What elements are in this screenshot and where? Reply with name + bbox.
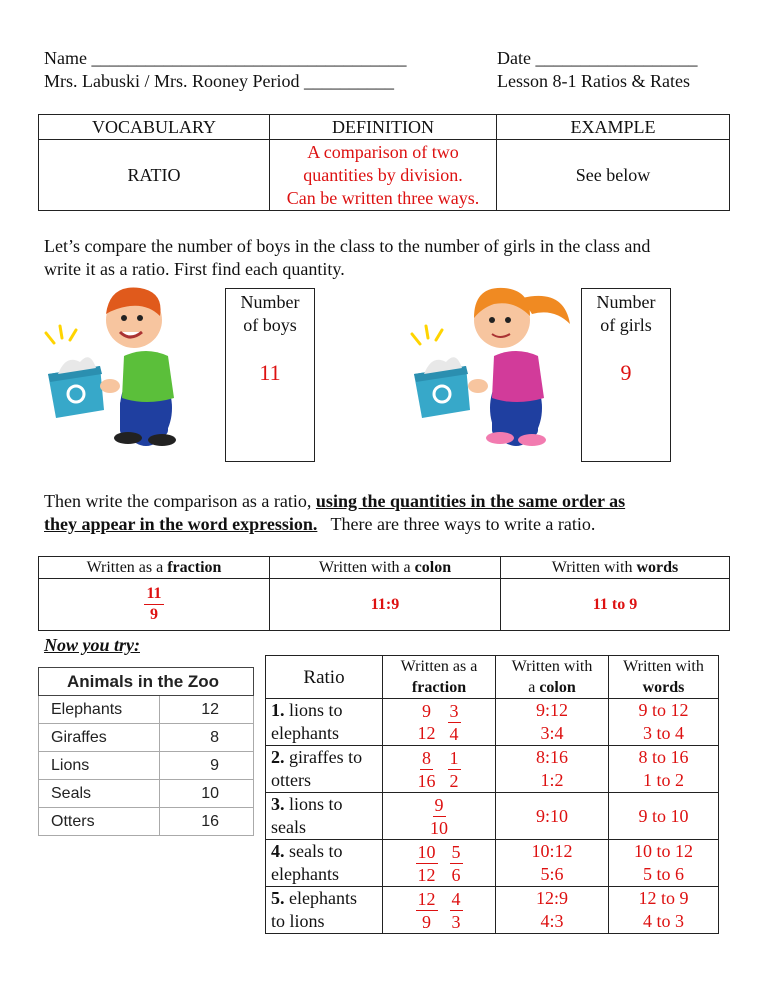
example-header: EXAMPLE	[497, 115, 730, 140]
boys-label: of boys	[243, 315, 297, 335]
denominator: 10	[430, 817, 448, 838]
colon-answer	[496, 887, 609, 934]
numerator: 1	[449, 747, 459, 768]
question-number: 1.	[271, 700, 285, 720]
fraction-header	[39, 557, 270, 579]
header-text: Written with	[551, 558, 637, 576]
words-value: 4 to 3	[642, 911, 684, 931]
fraction-header	[383, 656, 496, 699]
boys-count: 11	[259, 360, 281, 385]
numerator: 8	[422, 747, 431, 768]
fraction-simplified	[450, 841, 463, 886]
fraction-answer	[383, 840, 496, 887]
words-answer: 9 to 10	[609, 793, 719, 840]
definition-line: quantities by division.	[303, 164, 463, 185]
numerator: 11	[144, 584, 163, 605]
colon-answer	[496, 746, 609, 793]
denominator: 9	[150, 606, 158, 623]
boys-count-box	[225, 288, 315, 462]
fraction	[416, 841, 438, 886]
animal-name: Otters	[39, 808, 160, 836]
definition-line: A comparison of two	[307, 141, 459, 162]
animal-count: 12	[160, 696, 254, 724]
denominator: 6	[451, 864, 461, 885]
vocabulary-table	[38, 114, 730, 211]
question-text: lions to	[284, 794, 343, 814]
words-example: 11 to 9	[501, 579, 730, 631]
words-value: 9 to 12	[638, 700, 689, 720]
colon-header	[270, 557, 501, 579]
animal-count: 8	[160, 724, 254, 752]
girls-label: Number	[596, 292, 656, 312]
numerator: 4	[451, 888, 461, 909]
colon-value: 3:4	[540, 723, 564, 743]
denominator: 4	[449, 723, 459, 744]
boy-recycling-illustration	[36, 278, 196, 456]
fraction-answer	[383, 887, 496, 934]
question-text: lions to	[284, 700, 343, 720]
intro-line: write it as a ratio. First find each quantity.	[44, 259, 345, 279]
intro-paragraph	[44, 235, 744, 281]
question-text: elephants	[271, 864, 339, 884]
header-text: Written with	[623, 658, 704, 675]
question-text: elephants	[284, 888, 357, 908]
animal-name: Giraffes	[39, 724, 160, 752]
denominator: 16	[417, 770, 436, 791]
denominator: 3	[451, 911, 461, 932]
colon-value: 1:2	[540, 770, 564, 790]
name-line: Name ___________________________________	[44, 48, 407, 68]
vocab-term: RATIO	[39, 140, 270, 211]
colon-value: 10:12	[531, 841, 573, 861]
colon-value: 12:9	[535, 888, 568, 908]
compare-emphasis: using the quantities in the same order as	[315, 491, 626, 511]
example-cell: See below	[497, 140, 730, 211]
numerator: 10	[417, 841, 436, 862]
question-number: 5.	[271, 888, 285, 908]
definition-cell	[270, 140, 497, 211]
header-bold: colon	[414, 558, 452, 576]
header-bold: fraction	[167, 558, 222, 576]
animal-name: Elephants	[39, 696, 160, 724]
fraction	[144, 584, 163, 625]
question-text: seals to	[284, 841, 343, 861]
fraction-answer	[383, 699, 496, 746]
colon-answer	[496, 840, 609, 887]
fraction-answer	[383, 746, 496, 793]
definition-header: DEFINITION	[270, 115, 497, 140]
compare-paragraph	[44, 490, 744, 536]
vocab-header: VOCABULARY	[39, 115, 270, 140]
table-row	[266, 887, 719, 934]
question-text: giraffes to	[284, 747, 363, 767]
definition-line: Can be written three ways.	[286, 187, 480, 208]
intro-line: Let’s compare the number of boys in the class to the number of girls in the class and	[44, 236, 651, 256]
table-row	[266, 840, 719, 887]
ratio-forms-table	[38, 556, 730, 631]
fraction	[430, 794, 448, 839]
animal-count: 9	[160, 752, 254, 780]
words-header	[609, 656, 719, 699]
denominator: 2	[449, 770, 459, 791]
header-text: Written as a	[400, 658, 478, 675]
question-cell	[266, 793, 383, 840]
question-text: elephants	[271, 723, 339, 743]
compare-line	[44, 490, 744, 513]
zoo-animals-table	[38, 667, 254, 836]
question-number: 4.	[271, 841, 285, 861]
girl-recycling-illustration	[404, 278, 576, 456]
date-line: Date __________________	[497, 48, 698, 68]
denominator: 9	[422, 911, 431, 932]
question-text: otters	[271, 770, 311, 790]
colon-value: 9:12	[535, 700, 568, 720]
question-cell	[266, 887, 383, 934]
words-value: 3 to 4	[642, 723, 684, 743]
compare-lead: Then write the comparison as a ratio,	[44, 491, 316, 511]
fraction	[418, 700, 436, 744]
numerator: 5	[451, 841, 461, 862]
table-row	[266, 746, 719, 793]
colon-header	[496, 656, 609, 699]
fraction-example	[39, 579, 270, 631]
animal-name: Seals	[39, 780, 160, 808]
words-answer	[609, 887, 719, 934]
compare-line	[44, 513, 744, 536]
question-cell	[266, 746, 383, 793]
words-value: 1 to 2	[642, 770, 684, 790]
colon-example: 11:9	[270, 579, 501, 631]
words-answer	[609, 746, 719, 793]
fraction-simplified	[448, 747, 461, 792]
compare-tail: There are three ways to write a ratio.	[317, 514, 596, 534]
girls-count: 9	[620, 360, 632, 385]
header-bold: fraction	[411, 679, 467, 696]
colon-value: 5:6	[540, 864, 564, 884]
header-text: Written with	[511, 658, 593, 675]
header-text: Written with a	[318, 558, 415, 576]
now-you-try-label: Now you try:	[44, 635, 140, 655]
numerator: 9	[422, 700, 431, 721]
numerator: 3	[449, 700, 459, 721]
colon-value: 4:3	[540, 911, 564, 931]
header-text: Written as a	[86, 558, 168, 576]
boys-label: Number	[240, 292, 300, 312]
animal-count: 16	[160, 808, 254, 836]
table-row	[266, 699, 719, 746]
numerator: 9	[434, 794, 444, 815]
colon-value: 8:16	[535, 747, 568, 767]
words-value: 5 to 6	[642, 864, 684, 884]
animal-count: 10	[160, 780, 254, 808]
question-number: 3.	[271, 794, 285, 814]
compare-emphasis: they appear in the word expression.	[44, 514, 318, 534]
fraction	[418, 747, 436, 792]
fraction-answer	[383, 793, 496, 840]
colon-answer: 9:10	[496, 793, 609, 840]
lesson-title: Lesson 8-1 Ratios & Rates	[497, 71, 690, 91]
header-bold: words	[636, 558, 679, 576]
girls-label: of girls	[600, 315, 652, 335]
header-text: a	[528, 679, 540, 696]
denominator: 12	[417, 722, 436, 743]
header-bold: words	[642, 679, 685, 696]
question-text: seals	[271, 817, 306, 837]
words-answer	[609, 840, 719, 887]
numerator: 12	[417, 888, 436, 909]
girls-count-box	[581, 288, 671, 462]
ratio-header: Ratio	[266, 656, 383, 699]
table-row	[266, 793, 719, 840]
question-cell	[266, 840, 383, 887]
words-value: 12 to 9	[638, 888, 689, 908]
fraction	[416, 888, 438, 933]
question-cell	[266, 699, 383, 746]
practice-table	[265, 655, 719, 934]
header-bold: colon	[539, 679, 576, 696]
colon-answer	[496, 699, 609, 746]
fraction-simplified	[448, 700, 461, 745]
fraction-simplified	[450, 888, 463, 933]
question-number: 2.	[271, 747, 285, 767]
animal-name: Lions	[39, 752, 160, 780]
words-value: 10 to 12	[633, 841, 693, 861]
question-text: to lions	[271, 911, 325, 931]
denominator: 12	[417, 864, 436, 885]
words-header	[501, 557, 730, 579]
words-answer	[609, 699, 719, 746]
words-value: 8 to 16	[638, 747, 689, 767]
zoo-title: Animals in the Zoo	[39, 668, 254, 696]
teacher-period-line: Mrs. Labuski / Mrs. Rooney Period __________	[44, 71, 394, 91]
